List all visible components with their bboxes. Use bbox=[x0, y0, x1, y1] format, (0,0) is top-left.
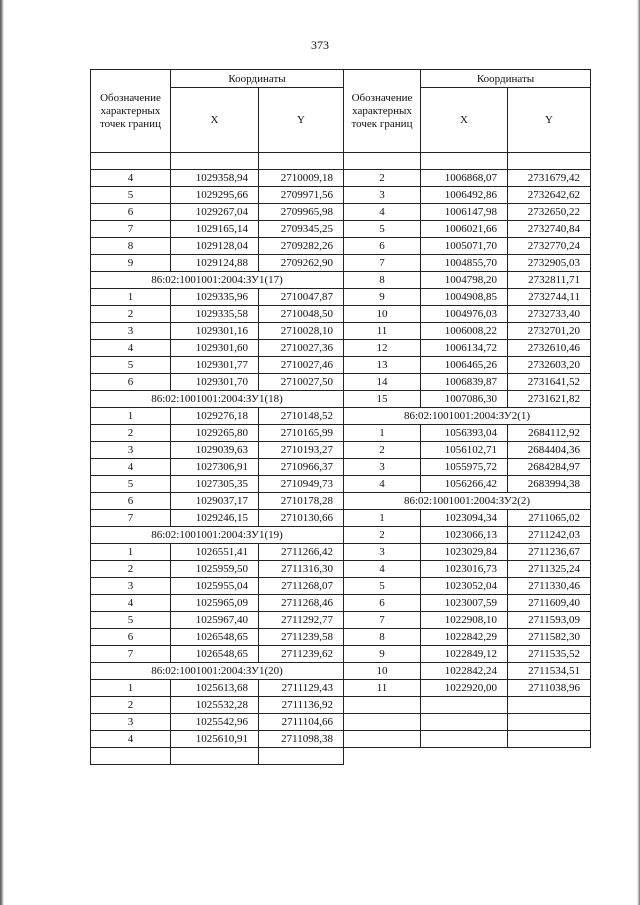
parcel-section-label: 86:02:1001001:2004:ЗУ1(18) bbox=[91, 391, 344, 408]
x-coordinate-cell: 1022842,29 bbox=[421, 629, 508, 646]
point-number-cell: 2 bbox=[91, 561, 171, 578]
table-row bbox=[344, 323, 591, 340]
table-row bbox=[91, 187, 344, 204]
x-header: X bbox=[171, 88, 259, 153]
table-row bbox=[91, 221, 344, 238]
point-number-cell: 7 bbox=[344, 255, 421, 272]
x-coordinate-cell: 1025959,50 bbox=[171, 561, 259, 578]
table-row bbox=[91, 306, 344, 323]
table-row bbox=[91, 595, 344, 612]
point-number-cell: 7 bbox=[91, 221, 171, 238]
y-coordinate-cell: 2732740,84 bbox=[508, 221, 591, 238]
y-coordinate-cell: 2710027,36 bbox=[259, 340, 344, 357]
point-number-cell bbox=[344, 714, 421, 731]
table-row bbox=[91, 323, 344, 340]
y-coordinate-cell: 2684284,97 bbox=[508, 459, 591, 476]
x-coordinate-cell: 1023052,04 bbox=[421, 578, 508, 595]
x-coordinate-cell: 1056393,04 bbox=[421, 425, 508, 442]
table-row bbox=[344, 272, 591, 289]
table-row bbox=[344, 204, 591, 221]
table-row bbox=[91, 680, 344, 697]
table-row bbox=[344, 306, 591, 323]
x-coordinate-cell: 1029037,17 bbox=[171, 493, 259, 510]
x-coordinate-cell: 1004976,03 bbox=[421, 306, 508, 323]
y-coordinate-cell: 2732770,24 bbox=[508, 238, 591, 255]
table-row bbox=[91, 629, 344, 646]
point-number-cell: 7 bbox=[344, 612, 421, 629]
point-number-cell: 8 bbox=[91, 238, 171, 255]
x-coordinate-cell: 1029265,80 bbox=[171, 425, 259, 442]
y-coordinate-cell: 2710048,50 bbox=[259, 306, 344, 323]
y-coordinate-cell: 2732811,71 bbox=[508, 272, 591, 289]
x-coordinate-cell: 1029335,96 bbox=[171, 289, 259, 306]
point-number-cell: 4 bbox=[91, 731, 171, 748]
y-coordinate-cell: 2710178,28 bbox=[259, 493, 344, 510]
y-coordinate-cell: 2711242,03 bbox=[508, 527, 591, 544]
point-number-cell: 7 bbox=[91, 646, 171, 663]
y-coordinate-cell: 2731621,82 bbox=[508, 391, 591, 408]
point-number-cell: 1 bbox=[91, 544, 171, 561]
table-row bbox=[344, 680, 591, 697]
point-number-cell: 8 bbox=[344, 629, 421, 646]
y-coordinate-cell: 2711325,24 bbox=[508, 561, 591, 578]
point-number-cell: 4 bbox=[344, 561, 421, 578]
point-number-cell: 15 bbox=[344, 391, 421, 408]
y-header: Y bbox=[259, 88, 344, 153]
parcel-section-label: 86:02:1001001:2004:ЗУ2(1) bbox=[344, 408, 591, 425]
y-coordinate-cell: 2684404,36 bbox=[508, 442, 591, 459]
table-row bbox=[91, 714, 344, 731]
table-row bbox=[91, 374, 344, 391]
x-coordinate-cell: 1007086,30 bbox=[421, 391, 508, 408]
table-row bbox=[344, 510, 591, 527]
x-header: X bbox=[421, 88, 508, 153]
table-row bbox=[91, 340, 344, 357]
point-number-cell: 6 bbox=[91, 204, 171, 221]
y-coordinate-cell bbox=[508, 731, 591, 748]
table-row bbox=[344, 170, 591, 187]
x-coordinate-cell: 1029301,60 bbox=[171, 340, 259, 357]
x-coordinate-cell: 1025955,04 bbox=[171, 578, 259, 595]
point-number-cell: 4 bbox=[91, 459, 171, 476]
x-coordinate-cell bbox=[421, 731, 508, 748]
section-header-row bbox=[91, 663, 344, 680]
y-coordinate-cell: 2731679,42 bbox=[508, 170, 591, 187]
y-coordinate-cell: 2710165,99 bbox=[259, 425, 344, 442]
designation-header: Обозначение характерных точек границ bbox=[344, 70, 421, 153]
table-row bbox=[91, 425, 344, 442]
point-number-cell: 13 bbox=[344, 357, 421, 374]
point-number-cell: 5 bbox=[91, 476, 171, 493]
y-coordinate-cell: 2710966,37 bbox=[259, 459, 344, 476]
x-coordinate-cell: 1029246,15 bbox=[171, 510, 259, 527]
table-row bbox=[344, 238, 591, 255]
x-coordinate-cell: 1056266,42 bbox=[421, 476, 508, 493]
y-coordinate-cell: 2710047,87 bbox=[259, 289, 344, 306]
x-coordinate-cell: 1029301,70 bbox=[171, 374, 259, 391]
table-row bbox=[91, 561, 344, 578]
point-number-cell: 6 bbox=[344, 595, 421, 612]
point-number-cell bbox=[91, 748, 171, 765]
x-coordinate-cell: 1006492,86 bbox=[421, 187, 508, 204]
point-number-cell: 2 bbox=[91, 697, 171, 714]
y-coordinate-cell: 2711129,43 bbox=[259, 680, 344, 697]
section-header-row bbox=[91, 272, 344, 289]
point-number-cell: 7 bbox=[91, 510, 171, 527]
x-coordinate-cell: 1029295,66 bbox=[171, 187, 259, 204]
table-row bbox=[344, 629, 591, 646]
point-number-cell: 1 bbox=[91, 289, 171, 306]
point-number-cell: 2 bbox=[344, 442, 421, 459]
table-row bbox=[344, 731, 591, 748]
point-number-cell: 12 bbox=[344, 340, 421, 357]
parcel-section-label: 86:02:1001001:2004:ЗУ1(20) bbox=[91, 663, 344, 680]
point-number-cell: 6 bbox=[91, 374, 171, 391]
table-row bbox=[344, 442, 591, 459]
y-coordinate-cell: 2711534,51 bbox=[508, 663, 591, 680]
x-coordinate-cell: 1005071,70 bbox=[421, 238, 508, 255]
x-coordinate-cell: 1004798,20 bbox=[421, 272, 508, 289]
y-coordinate-cell: 2732744,11 bbox=[508, 289, 591, 306]
point-number-cell: 3 bbox=[344, 459, 421, 476]
y-coordinate-cell: 2711239,58 bbox=[259, 629, 344, 646]
y-coordinate-cell: 2732650,22 bbox=[508, 204, 591, 221]
y-coordinate-cell: 2732603,20 bbox=[508, 357, 591, 374]
x-coordinate-cell: 1026548,65 bbox=[171, 629, 259, 646]
table-row bbox=[344, 612, 591, 629]
x-coordinate-cell: 1006868,07 bbox=[421, 170, 508, 187]
point-number-cell: 1 bbox=[91, 680, 171, 697]
y-coordinate-cell: 2710027,50 bbox=[259, 374, 344, 391]
y-coordinate-cell: 2711330,46 bbox=[508, 578, 591, 595]
point-number-cell bbox=[344, 731, 421, 748]
table-row bbox=[344, 459, 591, 476]
table-body-right bbox=[344, 170, 591, 748]
point-number-cell: 11 bbox=[344, 680, 421, 697]
x-coordinate-cell: 1055975,72 bbox=[421, 459, 508, 476]
y-coordinate-cell: 2711316,30 bbox=[259, 561, 344, 578]
y-coordinate-cell: 2711268,07 bbox=[259, 578, 344, 595]
table-row bbox=[344, 578, 591, 595]
table-row bbox=[91, 731, 344, 748]
y-coordinate-cell bbox=[508, 697, 591, 714]
x-coordinate-cell: 1029301,77 bbox=[171, 357, 259, 374]
y-coordinate-cell: 2711098,38 bbox=[259, 731, 344, 748]
x-coordinate-cell: 1027305,35 bbox=[171, 476, 259, 493]
table-row bbox=[344, 527, 591, 544]
point-number-cell: 4 bbox=[91, 170, 171, 187]
x-coordinate-cell: 1022920,00 bbox=[421, 680, 508, 697]
point-number-cell: 1 bbox=[344, 425, 421, 442]
scan-left-edge bbox=[0, 0, 4, 905]
table-row bbox=[344, 697, 591, 714]
table-row bbox=[344, 595, 591, 612]
table-row bbox=[344, 289, 591, 306]
y-coordinate-cell: 2711038,96 bbox=[508, 680, 591, 697]
coordinates-table-right bbox=[343, 69, 591, 748]
y-coordinate-cell: 2711136,92 bbox=[259, 697, 344, 714]
y-coordinate-cell: 2711266,42 bbox=[259, 544, 344, 561]
point-number-cell: 6 bbox=[91, 493, 171, 510]
y-coordinate-cell: 2709965,98 bbox=[259, 204, 344, 221]
parcel-section-label: 86:02:1001001:2004:ЗУ1(17) bbox=[91, 272, 344, 289]
section-header-row bbox=[344, 493, 591, 510]
point-number-cell: 2 bbox=[344, 527, 421, 544]
y-coordinate-cell: 2711593,09 bbox=[508, 612, 591, 629]
point-number-cell: 5 bbox=[344, 221, 421, 238]
y-coordinate-cell: 2710028,10 bbox=[259, 323, 344, 340]
point-number-cell: 1 bbox=[91, 408, 171, 425]
y-coordinate-cell: 2710130,66 bbox=[259, 510, 344, 527]
table-row bbox=[344, 476, 591, 493]
table-row bbox=[344, 561, 591, 578]
y-coordinate-cell: 2732905,03 bbox=[508, 255, 591, 272]
table-row bbox=[91, 289, 344, 306]
y-coordinate-cell: 2711292,77 bbox=[259, 612, 344, 629]
y-coordinate-cell bbox=[508, 714, 591, 731]
x-coordinate-cell: 1029301,16 bbox=[171, 323, 259, 340]
table-row bbox=[344, 425, 591, 442]
x-coordinate-cell: 1027306,91 bbox=[171, 459, 259, 476]
x-coordinate-cell: 1023007,59 bbox=[421, 595, 508, 612]
y-coordinate-cell: 2709971,56 bbox=[259, 187, 344, 204]
point-number-cell: 1 bbox=[344, 510, 421, 527]
section-header-row bbox=[91, 391, 344, 408]
table-row bbox=[91, 697, 344, 714]
point-number-cell: 10 bbox=[344, 306, 421, 323]
table-row bbox=[344, 187, 591, 204]
x-coordinate-cell bbox=[421, 714, 508, 731]
point-number-cell: 6 bbox=[91, 629, 171, 646]
x-coordinate-cell: 1026548,65 bbox=[171, 646, 259, 663]
x-coordinate-cell: 1006839,87 bbox=[421, 374, 508, 391]
x-coordinate-cell: 1029267,04 bbox=[171, 204, 259, 221]
point-number-cell: 3 bbox=[91, 714, 171, 731]
point-number-cell: 11 bbox=[344, 323, 421, 340]
parcel-section-label: 86:02:1001001:2004:ЗУ2(2) bbox=[344, 493, 591, 510]
x-coordinate-cell: 1056102,71 bbox=[421, 442, 508, 459]
table-row bbox=[91, 357, 344, 374]
y-coordinate-cell: 2731641,52 bbox=[508, 374, 591, 391]
x-coordinate-cell: 1029124,88 bbox=[171, 255, 259, 272]
table-row bbox=[344, 646, 591, 663]
x-coordinate-cell: 1023029,84 bbox=[421, 544, 508, 561]
section-header-row bbox=[91, 527, 344, 544]
coordinates-table-left bbox=[90, 69, 344, 765]
table-row bbox=[344, 714, 591, 731]
y-coordinate-cell: 2710193,27 bbox=[259, 442, 344, 459]
x-coordinate-cell: 1022842,24 bbox=[421, 663, 508, 680]
x-coordinate-cell: 1022849,12 bbox=[421, 646, 508, 663]
y-coordinate-cell: 2732733,40 bbox=[508, 306, 591, 323]
point-number-cell: 3 bbox=[91, 578, 171, 595]
y-coordinate-cell: 2710009,18 bbox=[259, 170, 344, 187]
table-row bbox=[91, 646, 344, 663]
table-row bbox=[344, 374, 591, 391]
x-coordinate-cell: 1022908,10 bbox=[421, 612, 508, 629]
y-coordinate-cell: 2709262,90 bbox=[259, 255, 344, 272]
point-number-cell: 9 bbox=[91, 255, 171, 272]
point-number-cell: 4 bbox=[344, 476, 421, 493]
point-number-cell: 2 bbox=[344, 170, 421, 187]
point-number-cell: 3 bbox=[91, 442, 171, 459]
y-coordinate-cell: 2711535,52 bbox=[508, 646, 591, 663]
x-coordinate-cell: 1029358,94 bbox=[171, 170, 259, 187]
y-coordinate-cell: 2711065,02 bbox=[508, 510, 591, 527]
page-number: 373 bbox=[311, 38, 329, 52]
point-number-cell: 6 bbox=[344, 238, 421, 255]
y-coordinate-cell: 2711104,66 bbox=[259, 714, 344, 731]
x-coordinate-cell: 1029276,18 bbox=[171, 408, 259, 425]
designation-header: Обозначение характерных точек границ bbox=[91, 70, 171, 153]
table-row bbox=[91, 442, 344, 459]
y-coordinate-cell: 2711609,40 bbox=[508, 595, 591, 612]
parcel-section-label: 86:02:1001001:2004:ЗУ1(19) bbox=[91, 527, 344, 544]
x-coordinate-cell: 1023094,34 bbox=[421, 510, 508, 527]
y-coordinate-cell: 2732701,20 bbox=[508, 323, 591, 340]
x-coordinate-cell: 1025610,91 bbox=[171, 731, 259, 748]
point-number-cell: 4 bbox=[91, 340, 171, 357]
table-row bbox=[344, 255, 591, 272]
x-coordinate-cell: 1006008,22 bbox=[421, 323, 508, 340]
point-number-cell: 2 bbox=[91, 425, 171, 442]
table-row bbox=[91, 476, 344, 493]
table-body-left bbox=[91, 170, 344, 765]
table-row bbox=[91, 612, 344, 629]
table-row bbox=[344, 663, 591, 680]
y-coordinate-cell: 2732610,46 bbox=[508, 340, 591, 357]
y-coordinate-cell: 2709345,25 bbox=[259, 221, 344, 238]
table-row bbox=[91, 748, 344, 765]
x-coordinate-cell: 1006147,98 bbox=[421, 204, 508, 221]
x-coordinate-cell: 1025967,40 bbox=[171, 612, 259, 629]
y-header: Y bbox=[508, 88, 591, 153]
table-row bbox=[91, 544, 344, 561]
point-number-cell: 3 bbox=[91, 323, 171, 340]
y-coordinate-cell: 2710949,73 bbox=[259, 476, 344, 493]
y-coordinate-cell: 2711239,62 bbox=[259, 646, 344, 663]
y-coordinate-cell: 2710027,46 bbox=[259, 357, 344, 374]
x-coordinate-cell: 1026551,41 bbox=[171, 544, 259, 561]
point-number-cell: 14 bbox=[344, 374, 421, 391]
x-coordinate-cell bbox=[421, 697, 508, 714]
point-number-cell: 9 bbox=[344, 646, 421, 663]
y-coordinate-cell bbox=[259, 748, 344, 765]
point-number-cell: 10 bbox=[344, 663, 421, 680]
x-coordinate-cell bbox=[171, 748, 259, 765]
x-coordinate-cell: 1006134,72 bbox=[421, 340, 508, 357]
table-row bbox=[91, 510, 344, 527]
coordinates-header: Координаты bbox=[171, 70, 344, 88]
table-row bbox=[91, 493, 344, 510]
table-row bbox=[91, 170, 344, 187]
x-coordinate-cell: 1025542,96 bbox=[171, 714, 259, 731]
coordinates-header: Координаты bbox=[421, 70, 591, 88]
y-coordinate-cell: 2683994,38 bbox=[508, 476, 591, 493]
table-row bbox=[344, 544, 591, 561]
y-coordinate-cell: 2711268,46 bbox=[259, 595, 344, 612]
y-coordinate-cell: 2732642,62 bbox=[508, 187, 591, 204]
y-coordinate-cell: 2710148,52 bbox=[259, 408, 344, 425]
point-number-cell: 5 bbox=[91, 612, 171, 629]
point-number-cell: 3 bbox=[344, 544, 421, 561]
x-coordinate-cell: 1004855,70 bbox=[421, 255, 508, 272]
table-row bbox=[91, 204, 344, 221]
x-coordinate-cell: 1004908,85 bbox=[421, 289, 508, 306]
point-number-cell: 9 bbox=[344, 289, 421, 306]
table-row bbox=[344, 357, 591, 374]
point-number-cell: 3 bbox=[344, 187, 421, 204]
y-coordinate-cell: 2709282,26 bbox=[259, 238, 344, 255]
point-number-cell: 5 bbox=[91, 357, 171, 374]
point-number-cell: 2 bbox=[91, 306, 171, 323]
x-coordinate-cell: 1029128,04 bbox=[171, 238, 259, 255]
point-number-cell bbox=[344, 697, 421, 714]
point-number-cell: 8 bbox=[344, 272, 421, 289]
table-row bbox=[91, 578, 344, 595]
y-coordinate-cell: 2684112,92 bbox=[508, 425, 591, 442]
y-coordinate-cell: 2711236,67 bbox=[508, 544, 591, 561]
x-coordinate-cell: 1023016,73 bbox=[421, 561, 508, 578]
x-coordinate-cell: 1023066,13 bbox=[421, 527, 508, 544]
table-row bbox=[344, 221, 591, 238]
x-coordinate-cell: 1025532,28 bbox=[171, 697, 259, 714]
x-coordinate-cell: 1025965,09 bbox=[171, 595, 259, 612]
table-row bbox=[344, 340, 591, 357]
x-coordinate-cell: 1006021,66 bbox=[421, 221, 508, 238]
x-coordinate-cell: 1029335,58 bbox=[171, 306, 259, 323]
table-row bbox=[91, 408, 344, 425]
point-number-cell: 4 bbox=[91, 595, 171, 612]
x-coordinate-cell: 1029039,63 bbox=[171, 442, 259, 459]
x-coordinate-cell: 1006465,26 bbox=[421, 357, 508, 374]
table-row bbox=[344, 391, 591, 408]
table-row bbox=[91, 238, 344, 255]
y-coordinate-cell: 2711582,30 bbox=[508, 629, 591, 646]
table-row bbox=[91, 459, 344, 476]
section-header-row bbox=[344, 408, 591, 425]
point-number-cell: 5 bbox=[91, 187, 171, 204]
x-coordinate-cell: 1029165,14 bbox=[171, 221, 259, 238]
x-coordinate-cell: 1025613,68 bbox=[171, 680, 259, 697]
table-row bbox=[91, 255, 344, 272]
point-number-cell: 5 bbox=[344, 578, 421, 595]
point-number-cell: 4 bbox=[344, 204, 421, 221]
